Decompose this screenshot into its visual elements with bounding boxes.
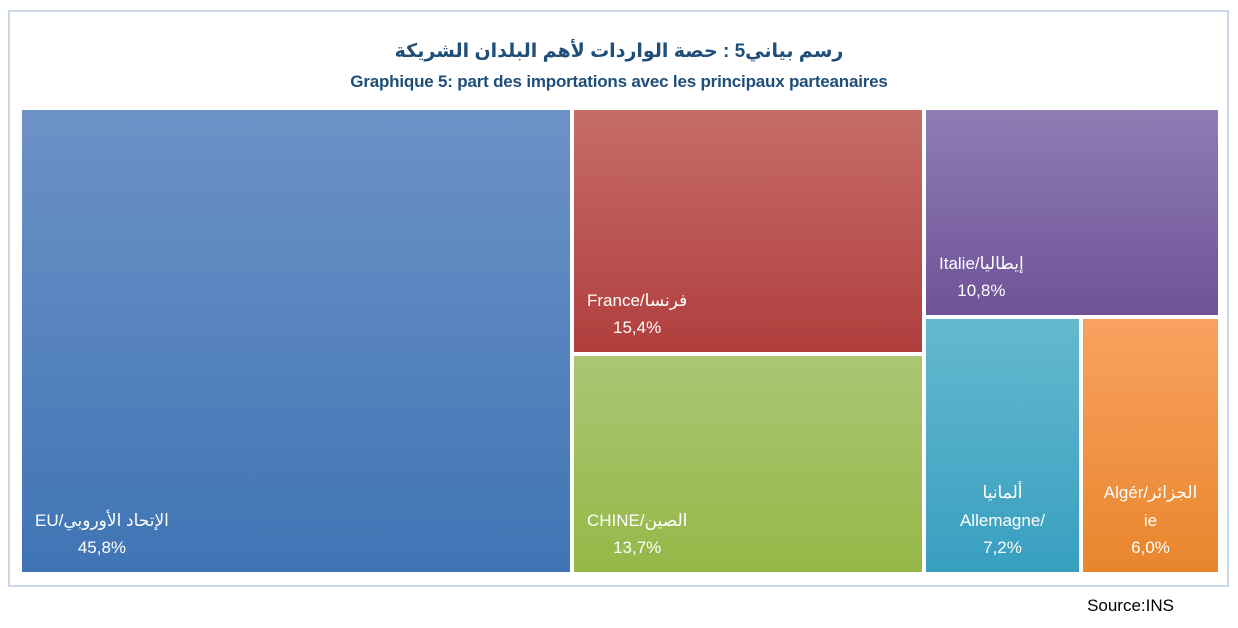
tile-value-allemagne: 7,2% — [983, 538, 1022, 558]
tile-value-chine: 13,7% — [613, 538, 662, 558]
tile-value-italie: 10,8% — [957, 281, 1006, 301]
treemap-tile-france — [574, 110, 922, 352]
chart-title-french: Graphique 5: part des importations avec les principaux parteanaires — [350, 72, 888, 91]
tile-name-italie: Italie/إيطاليا — [939, 253, 1024, 273]
treemap-tile-chine — [574, 356, 922, 572]
tile-value-france: 15,4% — [613, 318, 662, 338]
treemap-tile-italie — [926, 110, 1218, 315]
tile-label-italie — [939, 250, 1024, 305]
tile-label-algerie — [1083, 479, 1218, 562]
tile-name-allemagne-fr: Allemagne/ — [959, 510, 1046, 530]
tile-name-france: France/فرنسا — [587, 290, 688, 310]
source-label: Source:INS — [1087, 596, 1174, 615]
tile-label-france — [587, 287, 687, 342]
tile-value-eu: 45,8% — [77, 538, 127, 558]
tile-name-algerie-line1: Algér/الجزائر — [1103, 483, 1198, 503]
tile-name-allemagne-ar: ألمانيا — [982, 483, 1023, 503]
tile-name-eu: EU/الإتحاد الأوروبي — [35, 510, 169, 530]
chart-title-arabic: رسم بياني5 : حصة الواردات لأهم البلدان الشريكة — [394, 41, 844, 62]
tile-label-eu — [35, 507, 169, 562]
tile-name-algerie-line2: ie — [1143, 510, 1158, 530]
treemap-tile-allemagne — [926, 319, 1079, 572]
treemap-tile-algerie — [1083, 319, 1218, 572]
tile-value-algerie: 6,0% — [1131, 538, 1170, 558]
tile-name-chine: CHINE/الصين — [587, 510, 688, 530]
tile-label-allemagne — [926, 479, 1079, 562]
treemap-tile-eu — [22, 110, 570, 572]
tile-label-chine — [587, 507, 687, 562]
